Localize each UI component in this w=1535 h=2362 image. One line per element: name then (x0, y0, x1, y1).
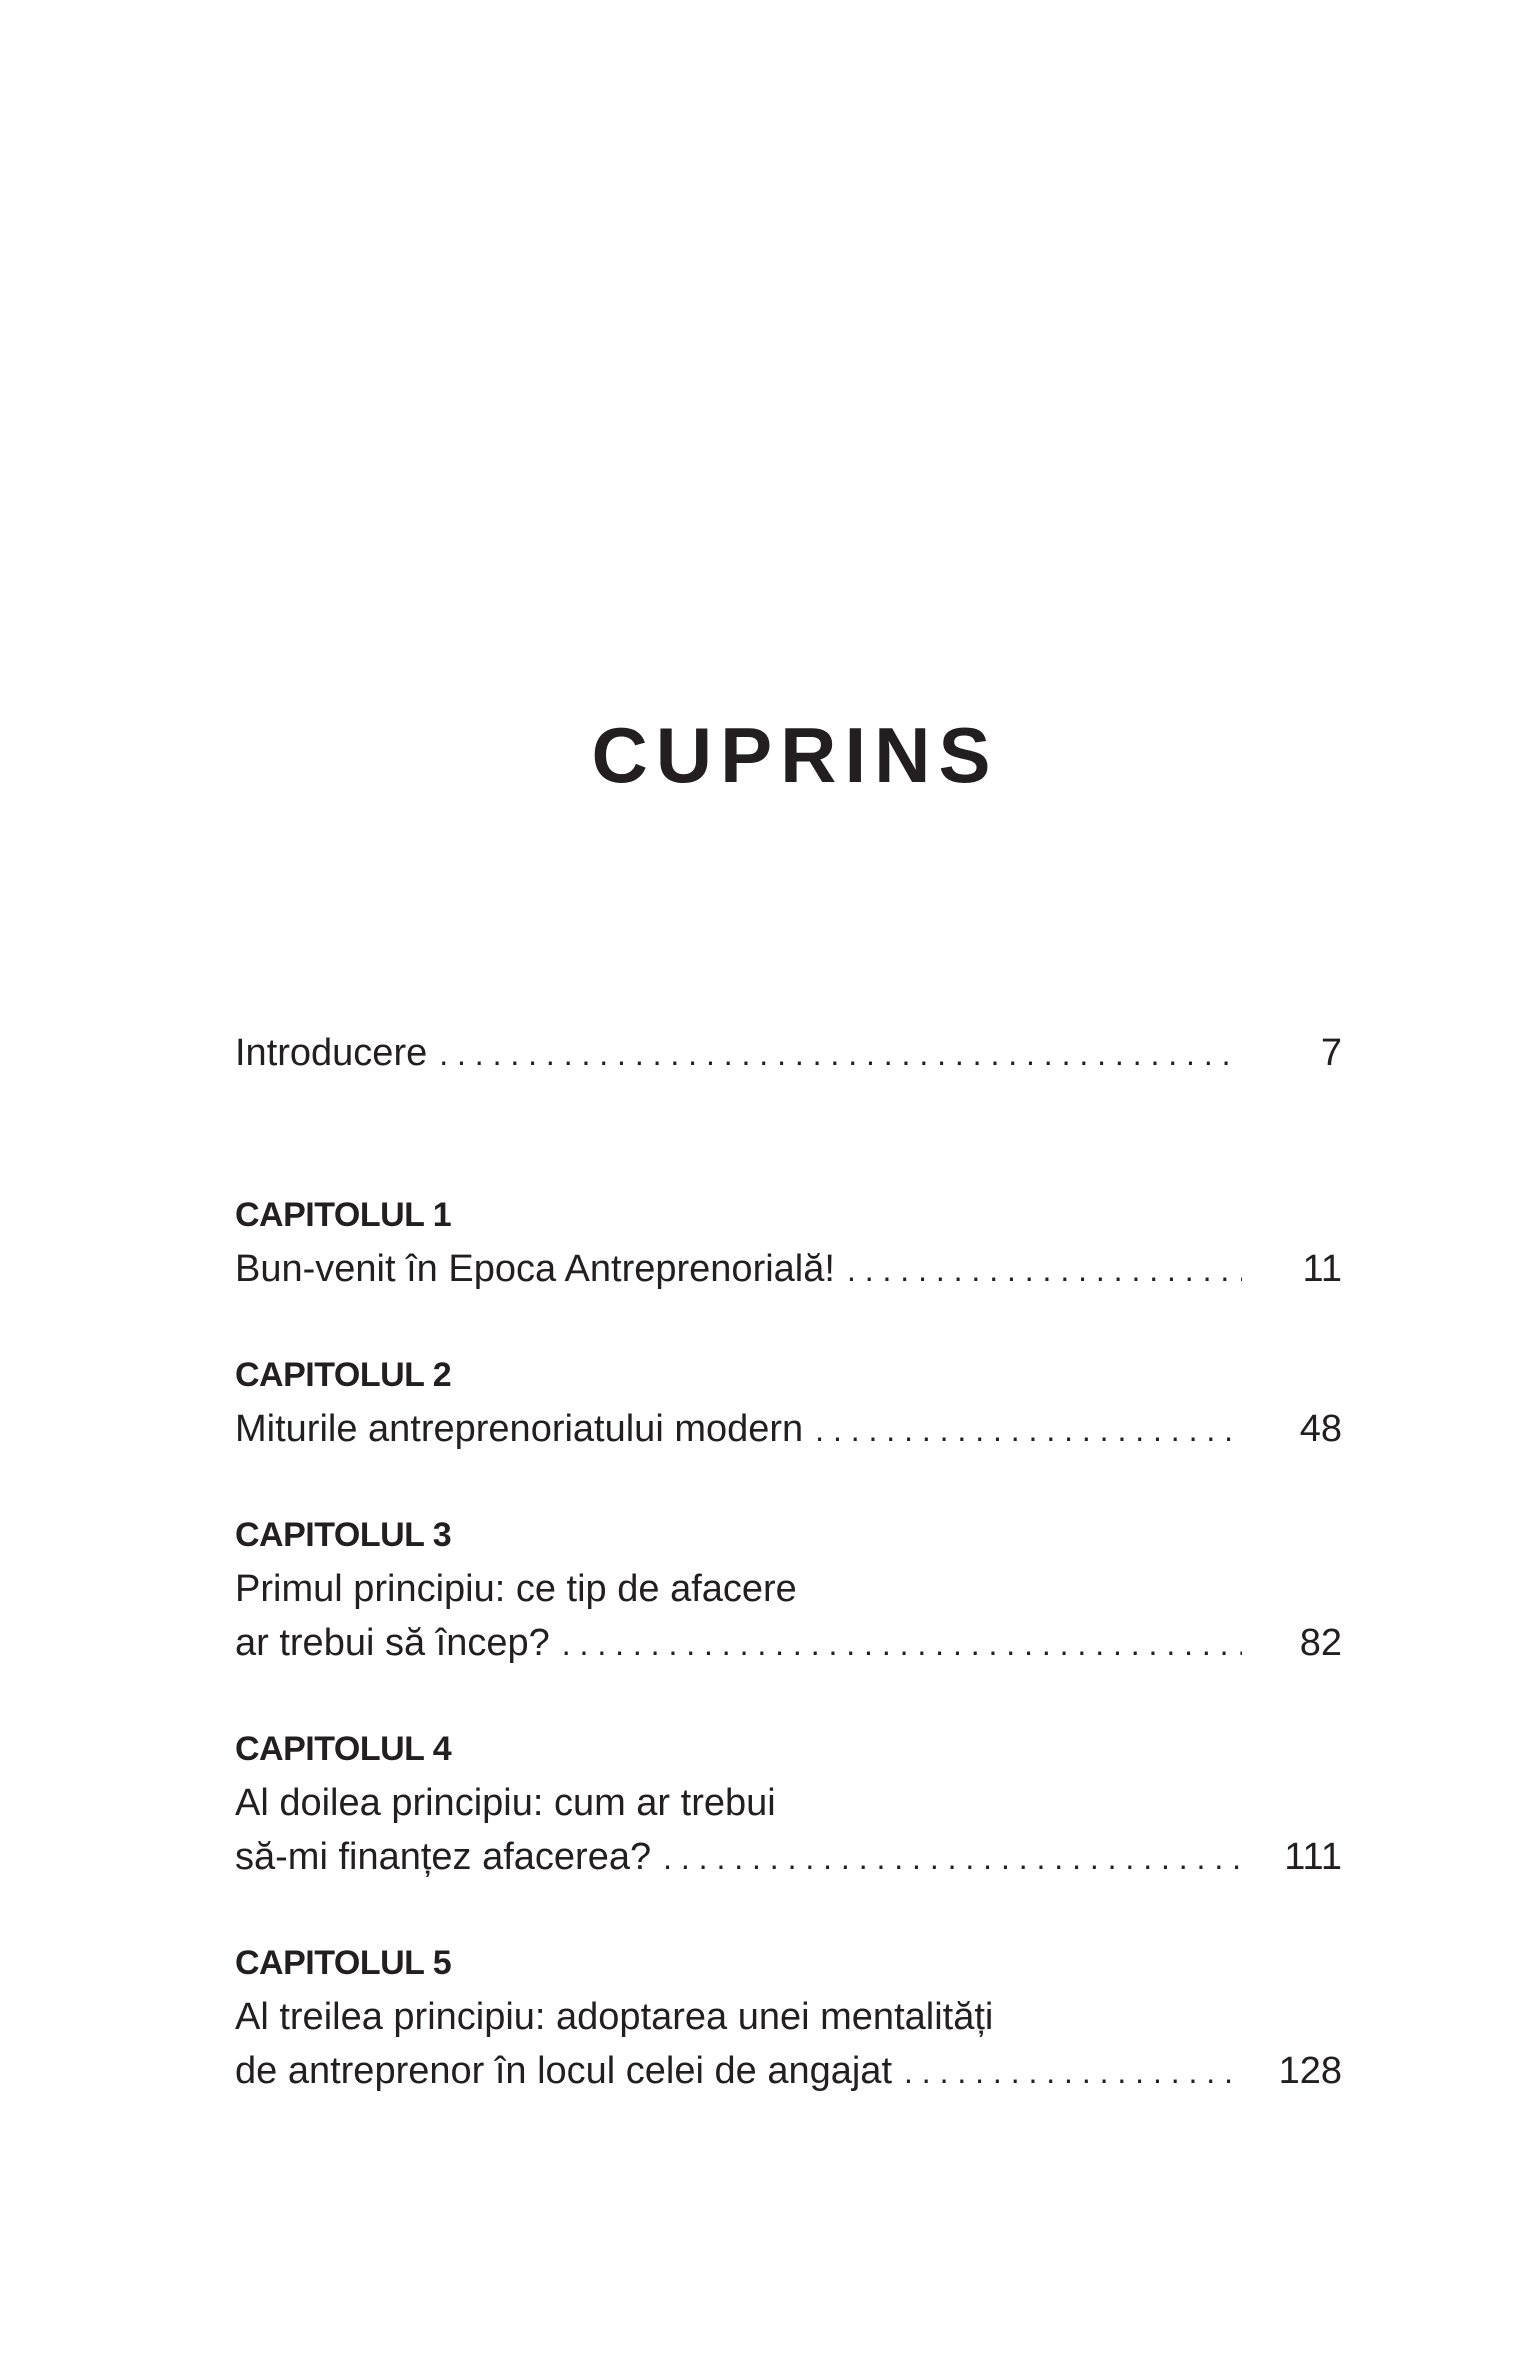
dot-leader (663, 1831, 1242, 1885)
toc-entry-chapter-2[interactable] (235, 1348, 1342, 1456)
toc-entry-chapter-4[interactable] (235, 1722, 1342, 1884)
entry-title-cont: să-mi finanțez afacerea? (235, 1836, 652, 1878)
entry-title-cont: ar trebui să încep? (235, 1622, 550, 1664)
dot-leader (904, 2045, 1242, 2099)
chapter-label: CAPITOLUL 2 (235, 1356, 452, 1394)
toc-entry-chapter-5[interactable] (235, 1936, 1342, 2098)
chapter-label: CAPITOLUL 4 (235, 1730, 452, 1768)
page-number: 7 (1320, 1032, 1342, 1074)
chapter-label: CAPITOLUL 3 (235, 1516, 452, 1554)
chapter-label: CAPITOLUL 1 (235, 1196, 452, 1234)
dot-leader (815, 1403, 1242, 1457)
page-number: 128 (1278, 2050, 1342, 2092)
page-title: CUPRINS (591, 711, 999, 799)
dot-leader (847, 1243, 1242, 1297)
page-number: 111 (1284, 1836, 1342, 1878)
dot-leader (562, 1617, 1242, 1671)
entry-title: Bun-venit în Epoca Antreprenorială! (235, 1248, 835, 1290)
table-of-contents (235, 1026, 1342, 2150)
page-number: 82 (1299, 1622, 1342, 1664)
entry-title-cont: de antreprenor în locul celei de angajat (235, 2050, 893, 2092)
page-number: 48 (1299, 1408, 1342, 1450)
toc-entry-chapter-1[interactable] (235, 1188, 1342, 1296)
toc-entry-intro[interactable] (235, 1026, 1342, 1080)
toc-entry-chapter-3[interactable] (235, 1508, 1342, 1670)
dot-leader (439, 1027, 1242, 1081)
entry-title: Al treilea principiu: adoptarea unei mentalități (235, 1996, 994, 2038)
page-number: 11 (1302, 1248, 1342, 1290)
entry-title: Al doilea principiu: cum ar trebui (235, 1782, 776, 1824)
entry-title: Primul principiu: ce tip de afacere (235, 1568, 797, 1610)
entry-title: Miturile antreprenoriatului modern (235, 1408, 804, 1450)
entry-title: Introducere (235, 1032, 428, 1074)
chapter-label: CAPITOLUL 5 (235, 1944, 452, 1982)
